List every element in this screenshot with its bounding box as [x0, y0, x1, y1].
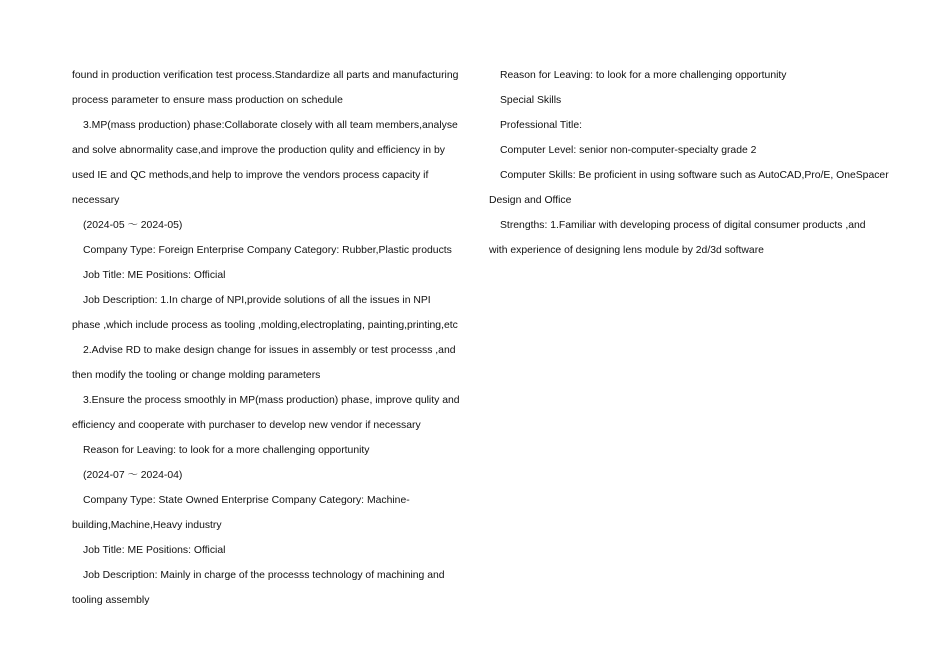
- text-line: then modify the tooling or change molding parameters: [72, 370, 321, 381]
- computer-skills: Computer Skills: Be proficient in using software such as AutoCAD,Pro/E, OneSpacer: [500, 170, 889, 181]
- date-range: (2024-07 ～ 2024-04): [83, 470, 183, 481]
- text-line: used IE and QC methods,and help to improve the vendors process capacity if: [72, 170, 429, 181]
- text-line: necessary: [72, 195, 120, 206]
- section-heading-special-skills: Special Skills: [500, 95, 562, 106]
- reason-for-leaving: Reason for Leaving: to look for a more challenging opportunity: [83, 445, 370, 456]
- text-line: with experience of designing lens module by 2d/3d software: [489, 245, 764, 256]
- text-line: tooling assembly: [72, 595, 150, 606]
- text-line: process parameter to ensure mass production on schedule: [72, 95, 343, 106]
- right-column: [489, 63, 889, 263]
- job-description: Job Description: Mainly in charge of the processs technology of machining and: [83, 570, 445, 581]
- professional-title: Professional Title:: [500, 120, 583, 131]
- text-line: and solve abnormality case,and improve the production qulity and efficiency in by: [72, 145, 445, 156]
- text-line: 2.Advise RD to make design change for issues in assembly or test processs ,and: [83, 345, 456, 356]
- job-description: Job Description: 1.In charge of NPI,provide solutions of all the issues in NPI: [83, 295, 431, 306]
- text-line: 3.Ensure the process smoothly in MP(mass production) phase, improve qulity and: [83, 395, 460, 406]
- reason-for-leaving: Reason for Leaving: to look for a more challenging opportunity: [500, 70, 787, 81]
- company-info: Company Type: State Owned Enterprise Company Category: Machine-: [83, 495, 410, 506]
- job-title: Job Title: ME Positions: Official: [83, 545, 226, 556]
- job-title: Job Title: ME Positions: Official: [83, 270, 226, 281]
- left-column: [72, 63, 472, 613]
- text-line: phase ,which include process as tooling ,molding,electroplating, painting,printing,etc: [72, 320, 458, 331]
- strengths: Strengths: 1.Familiar with developing process of digital consumer products ,and: [500, 220, 866, 231]
- text-line: 3.MP(mass production) phase:Collaborate closely with all team members,analyse: [83, 120, 458, 131]
- date-range: (2024-05 ～ 2024-05): [83, 220, 183, 231]
- computer-level: Computer Level: senior non-computer-specialty grade 2: [500, 145, 757, 156]
- company-info: Company Type: Foreign Enterprise Company Category: Rubber,Plastic products: [83, 245, 452, 256]
- text-line: found in production verification test process.Standardize all parts and manufacturing: [72, 70, 459, 81]
- text-line: building,Machine,Heavy industry: [72, 520, 222, 531]
- text-line: Design and Office: [489, 195, 572, 206]
- text-line: efficiency and cooperate with purchaser to develop new vendor if necessary: [72, 420, 421, 431]
